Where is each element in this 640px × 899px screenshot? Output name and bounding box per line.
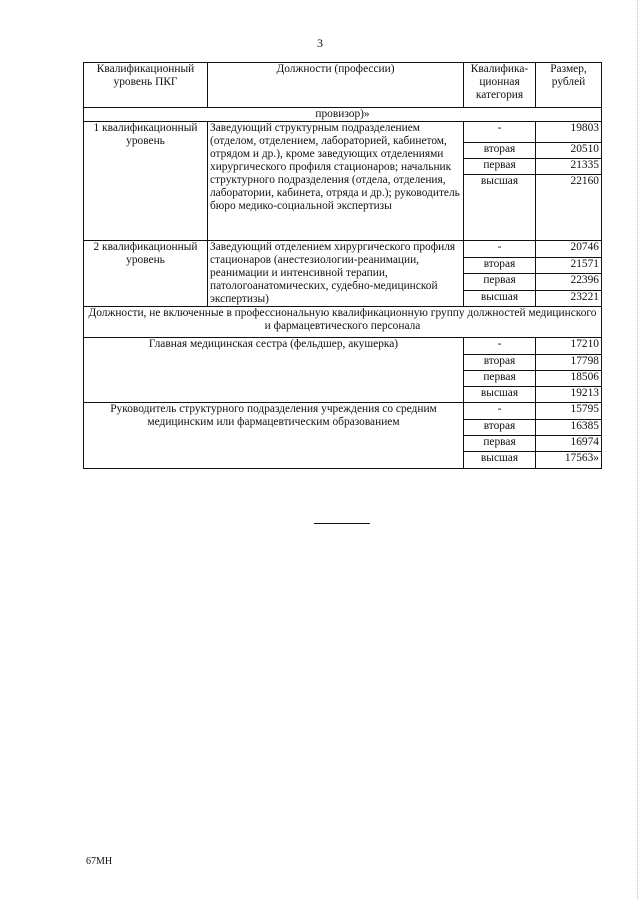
group2-cat-2: первая xyxy=(464,274,536,290)
table-row xyxy=(84,338,602,355)
group4-sal-2: 16974 xyxy=(536,436,602,452)
header-salary: Размер, рублей xyxy=(536,63,602,108)
group4-position: Руководитель структурного подразделения учреждения со средним медицинским или фармацевтическим образованием xyxy=(84,403,464,469)
table-row xyxy=(84,403,602,420)
group3-sal-1: 17798 xyxy=(536,355,602,371)
header-positions: Должности (профессии) xyxy=(208,63,464,108)
section-header: Должности, не включенные в профессиональную квалификационную группу должностей медицинского и фармацевтического персонала xyxy=(84,307,602,338)
group3-sal-0: 17210 xyxy=(536,338,602,355)
table-header-row xyxy=(84,63,602,108)
group1-cat-3: высшая xyxy=(464,175,536,241)
group1-cat-1: вторая xyxy=(464,143,536,159)
group3-cat-0: - xyxy=(464,338,536,355)
group3-cat-2: первая xyxy=(464,371,536,387)
group2-sal-2: 22396 xyxy=(536,274,602,290)
group3-cat-1: вторая xyxy=(464,355,536,371)
group1-sal-2: 21335 xyxy=(536,159,602,175)
header-category: Квалифика-ционная категория xyxy=(464,63,536,108)
group3-sal-3: 19213 xyxy=(536,387,602,403)
table-row xyxy=(84,122,602,143)
group3-sal-2: 18506 xyxy=(536,371,602,387)
end-divider xyxy=(314,523,370,524)
footer-code: 67МН xyxy=(86,856,113,867)
group1-sal-0: 19803 xyxy=(536,122,602,143)
group2-level: 2 квалификационный уровень xyxy=(84,241,208,307)
continuation-text: провизор)» xyxy=(84,108,602,122)
group4-sal-1: 16385 xyxy=(536,420,602,436)
group2-position: Заведующий отделением хирургического профиля стационаров (анестезиологии-реанимации, реанимации и интенсивной терапии, патологоанатомических, судебно-медицинской экспертизы) xyxy=(208,241,464,307)
group1-cat-0: - xyxy=(464,122,536,143)
group4-cat-1: вторая xyxy=(464,420,536,436)
header-level: Квалификационный уровень ПКГ xyxy=(84,63,208,108)
group4-sal-3: 17563» xyxy=(536,452,602,469)
group1-cat-2: первая xyxy=(464,159,536,175)
group2-sal-3: 23221 xyxy=(536,290,602,306)
salary-table xyxy=(83,62,602,469)
group1-sal-3: 22160 xyxy=(536,175,602,241)
group4-cat-0: - xyxy=(464,403,536,420)
group4-cat-3: высшая xyxy=(464,452,536,469)
table-row xyxy=(84,241,602,258)
group2-cat-1: вторая xyxy=(464,258,536,274)
group3-position: Главная медицинская сестра (фельдшер, акушерка) xyxy=(84,338,464,403)
group3-cat-3: высшая xyxy=(464,387,536,403)
group4-cat-2: первая xyxy=(464,436,536,452)
page-number: 3 xyxy=(317,36,323,50)
scan-edge xyxy=(637,0,638,899)
group2-cat-3: высшая xyxy=(464,290,536,306)
group1-position: Заведующий структурным подразделением (отделом, отделением, лабораторией, кабинетом, отрядом и др.), кроме заведующих отделениями хирургического профиля стационаров; начальник структурного подразделения (отдела, отделения, лаборатории, кабинета, отряда и др.); руководитель бюро медико-социальной экспертизы xyxy=(208,122,464,241)
group2-sal-0: 20746 xyxy=(536,241,602,258)
group2-cat-0: - xyxy=(464,241,536,258)
group1-sal-1: 20510 xyxy=(536,143,602,159)
group4-sal-0: 15795 xyxy=(536,403,602,420)
group1-level: 1 квалификационный уровень xyxy=(84,122,208,241)
group2-sal-1: 21571 xyxy=(536,258,602,274)
